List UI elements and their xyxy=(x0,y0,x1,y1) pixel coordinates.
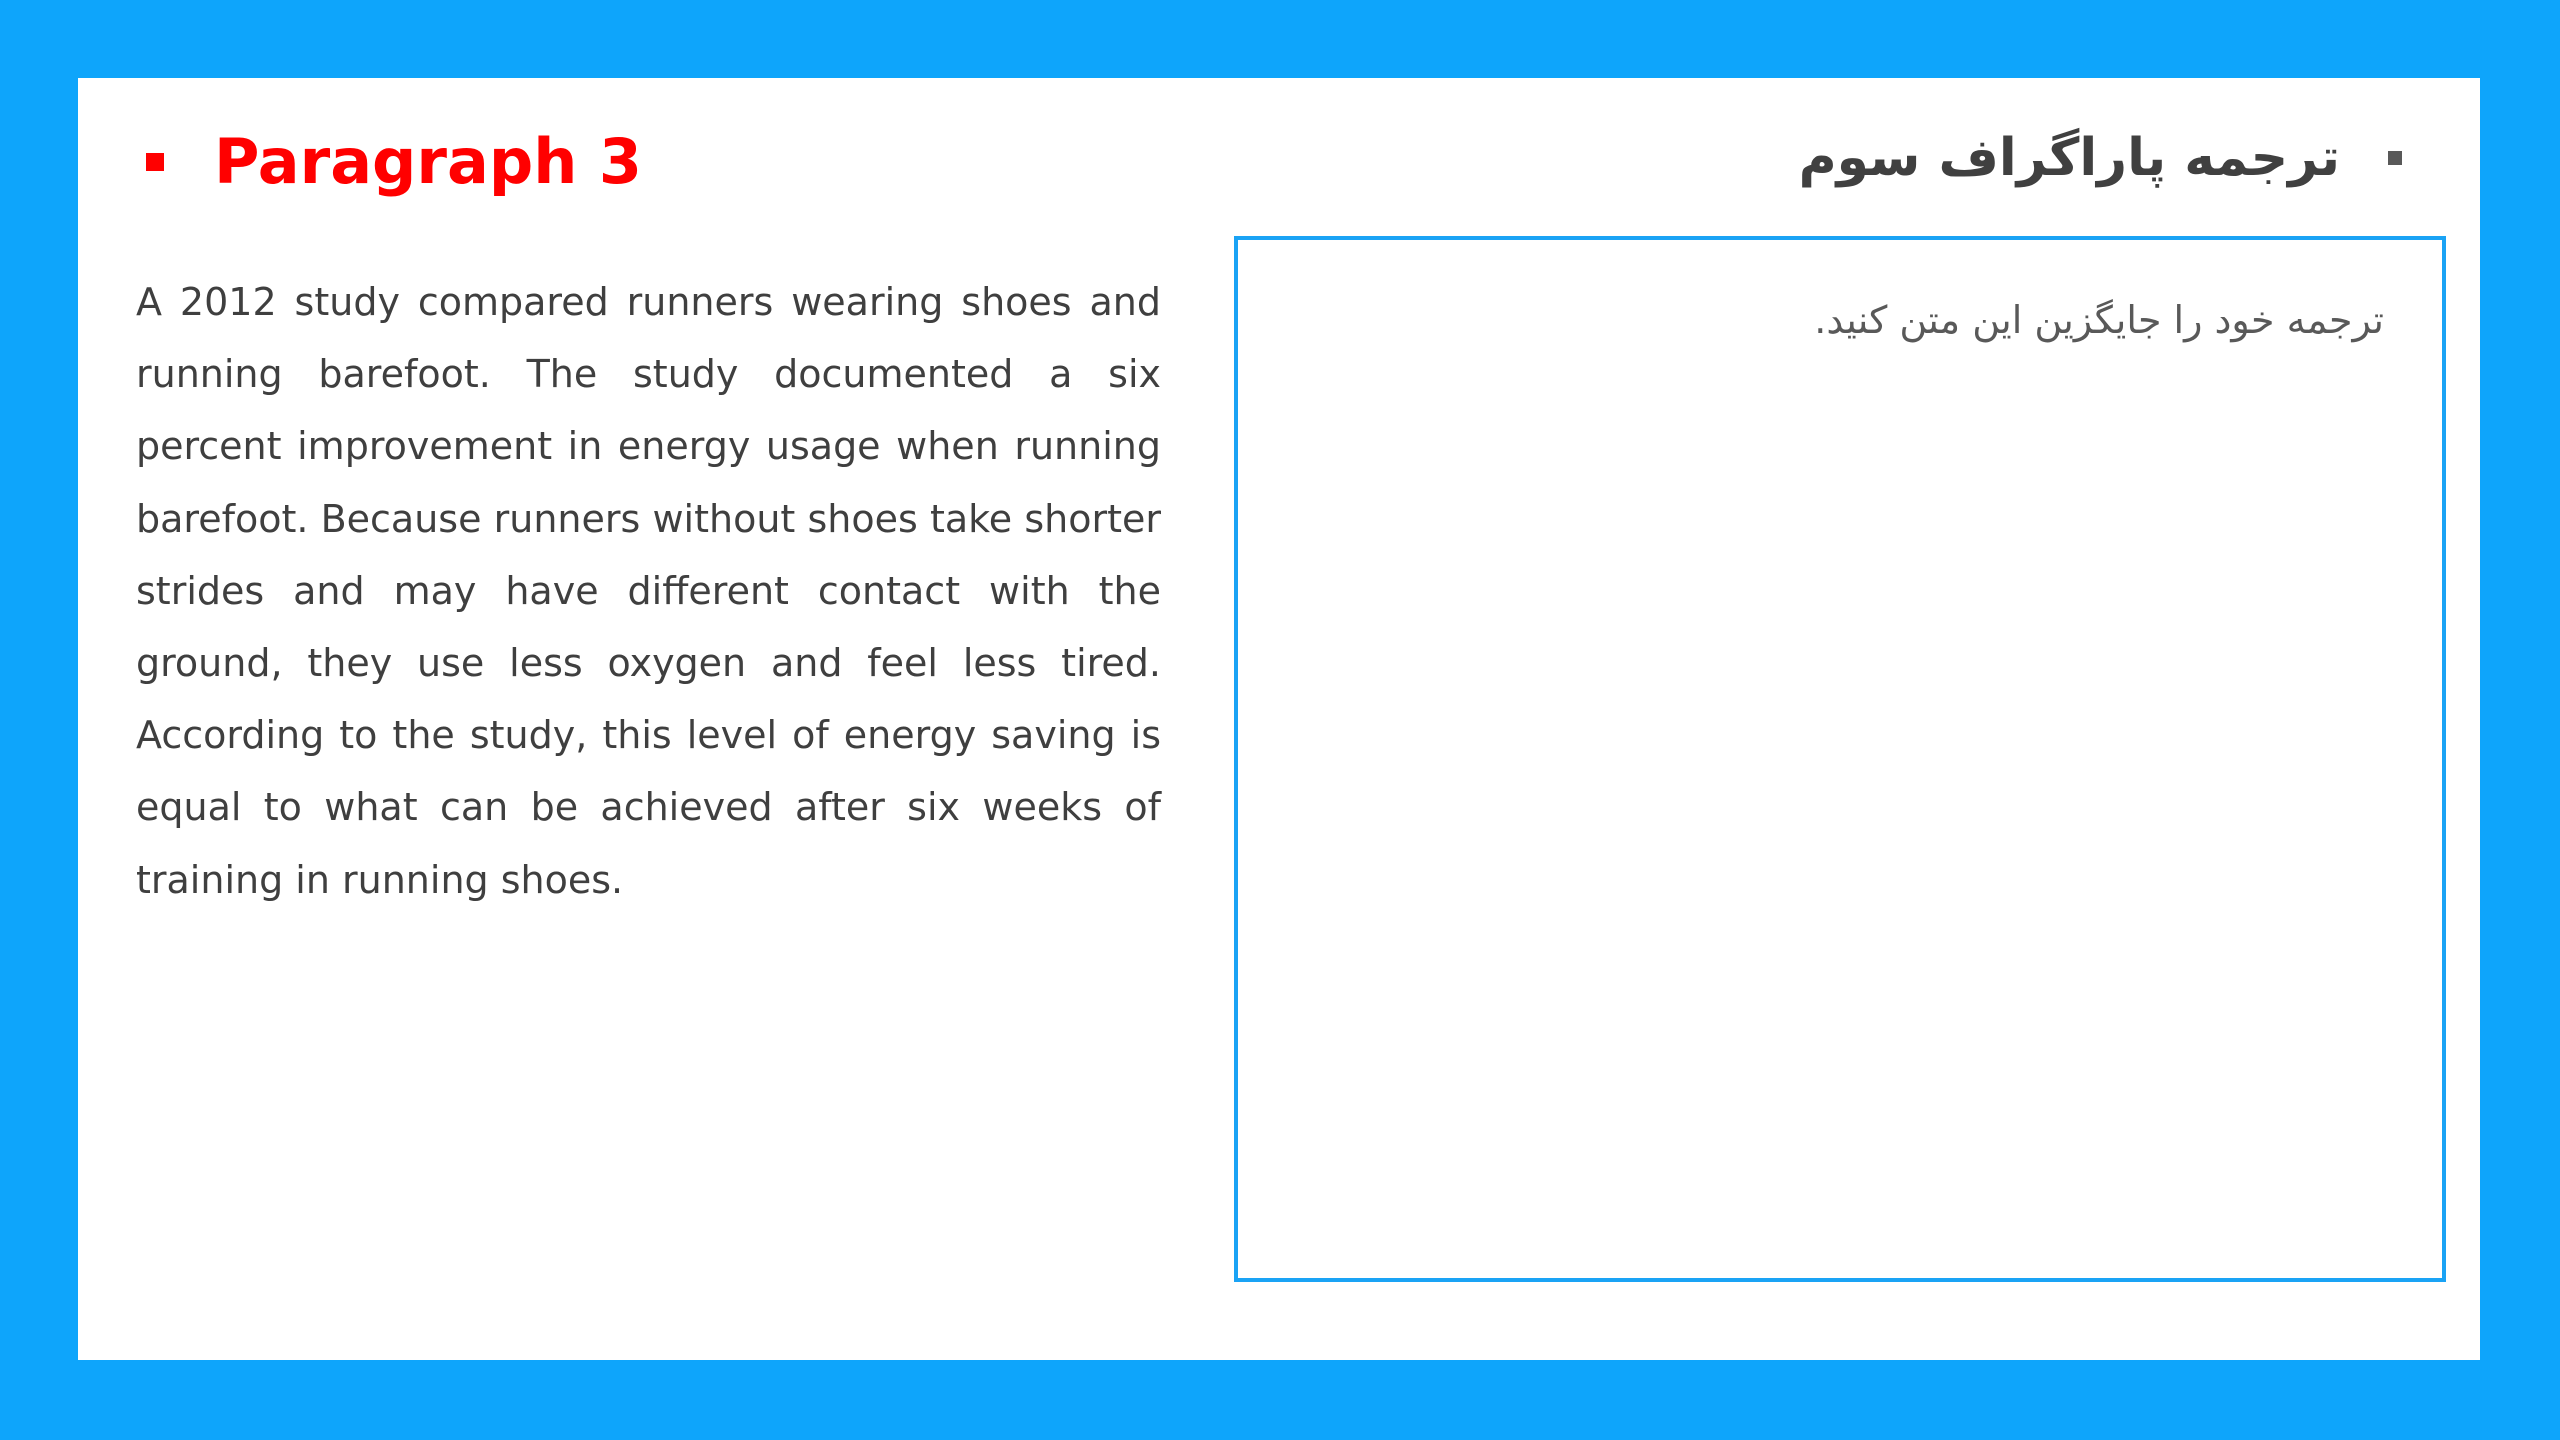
paragraph-title: Paragraph 3 xyxy=(214,125,643,198)
slide xyxy=(78,78,2480,1360)
english-paragraph: A 2012 study compared runners wearing shoes and running barefoot. The study documented a six percent improvement in energy usage when running barefoot. Because runners without shoes take shorter strides and may have different contact with the ground, they use less oxygen and feel less tired. According to the study, this level of energy saving is equal to what can be achieved after six weeks of training in running shoes. xyxy=(136,280,1161,902)
translation-placeholder-text[interactable]: ترجمه خود را جایگزین این متن کنید. xyxy=(1814,298,2384,342)
right-title-row xyxy=(1799,118,2402,198)
translation-text-box[interactable] xyxy=(1234,236,2446,1282)
translation-title: ترجمه پاراگراف سوم xyxy=(1798,128,2340,188)
square-bullet-icon xyxy=(2388,151,2402,165)
square-bullet-icon xyxy=(146,153,164,171)
left-title-row xyxy=(146,118,642,206)
